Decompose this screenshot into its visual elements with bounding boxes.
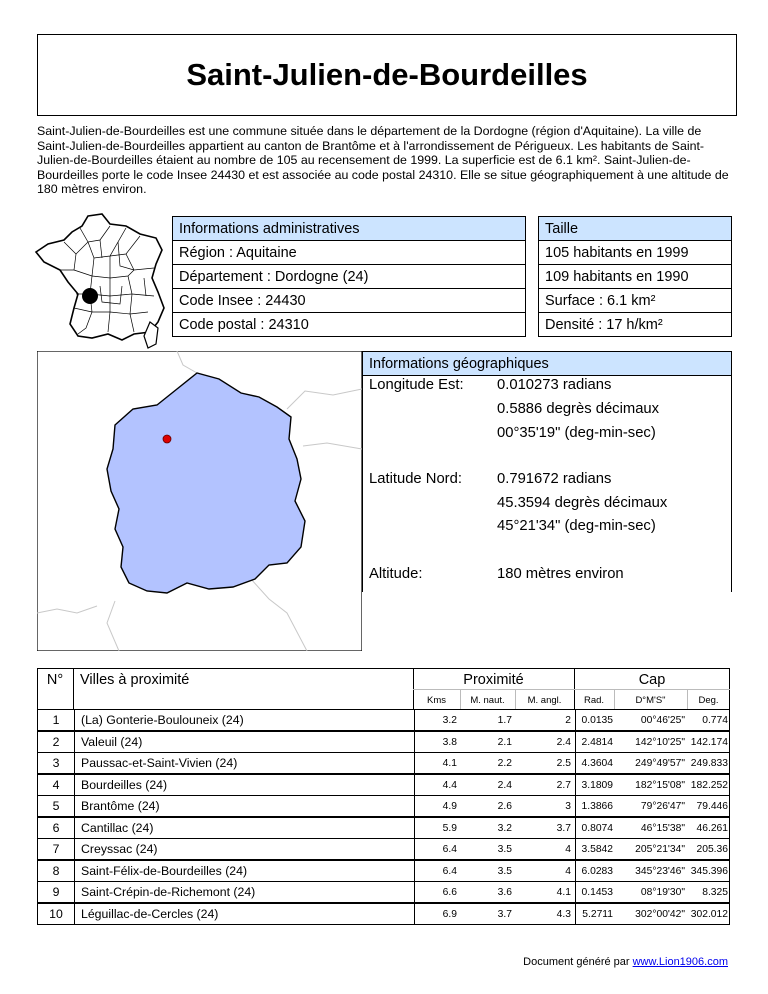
table-row bbox=[37, 860, 730, 882]
row-dms: 302°00'42" bbox=[635, 908, 685, 920]
row-dms: 182°15'08" bbox=[635, 779, 685, 791]
row-kms: 6.9 bbox=[442, 908, 457, 920]
row-number: 9 bbox=[52, 885, 60, 899]
longitude-decimal: 0.5886 degrès décimaux bbox=[497, 401, 660, 417]
altitude-label: Altitude: bbox=[369, 566, 423, 582]
table-row bbox=[37, 838, 730, 860]
row-naut: 3.6 bbox=[497, 886, 512, 898]
row-angl: 4 bbox=[565, 843, 571, 855]
row-deg: 8.325 bbox=[702, 886, 728, 898]
row-dms: 249°49'57" bbox=[635, 757, 685, 769]
table-row bbox=[37, 731, 730, 753]
altitude-value: 180 mètres environ bbox=[497, 566, 624, 582]
row-naut: 2.2 bbox=[497, 757, 512, 769]
subcol-naut: M. naut. bbox=[470, 694, 505, 706]
row-dms: 00°46'25" bbox=[640, 714, 685, 726]
departement-field: Département : Dordogne (24) bbox=[172, 264, 526, 289]
row-number: 3 bbox=[52, 756, 60, 770]
row-number: 6 bbox=[52, 821, 60, 835]
footer-prefix: Document généré par bbox=[523, 956, 633, 968]
row-naut: 3.2 bbox=[497, 822, 512, 834]
row-deg: 182.252 bbox=[690, 779, 728, 791]
row-kms: 6.4 bbox=[442, 865, 457, 877]
row-number: 4 bbox=[52, 778, 60, 792]
row-number: 8 bbox=[52, 864, 60, 878]
row-rad: 2.4814 bbox=[581, 736, 613, 748]
row-naut: 2.4 bbox=[497, 779, 512, 791]
france-map bbox=[30, 212, 170, 352]
row-deg: 79.446 bbox=[696, 800, 728, 812]
row-rad: 1.3866 bbox=[581, 800, 613, 812]
row-deg: 249.833 bbox=[690, 757, 728, 769]
row-number: 10 bbox=[49, 907, 63, 921]
longitude-label: Longitude Est: bbox=[369, 377, 464, 393]
row-ville: Valeuil (24) bbox=[81, 735, 143, 749]
col-ville-header: Villes à proximité bbox=[80, 672, 190, 688]
row-naut: 2.6 bbox=[497, 800, 512, 812]
row-rad: 3.5842 bbox=[581, 843, 613, 855]
table-row bbox=[37, 795, 730, 817]
row-ville: Creyssac (24) bbox=[81, 842, 158, 856]
row-number: 1 bbox=[52, 713, 60, 727]
departement-map bbox=[37, 351, 362, 651]
row-ville: (La) Gonterie-Boulouneix (24) bbox=[81, 713, 244, 727]
row-angl: 3 bbox=[565, 800, 571, 812]
latitude-decimal: 45.3594 degrès décimaux bbox=[497, 495, 668, 511]
row-naut: 1.7 bbox=[497, 714, 512, 726]
latitude-radians: 0.791672 radians bbox=[497, 471, 612, 487]
commune-marker bbox=[163, 435, 171, 443]
row-number: 2 bbox=[52, 735, 60, 749]
row-kms: 4.4 bbox=[442, 779, 457, 791]
row-deg: 205.36 bbox=[696, 843, 728, 855]
population-1999: 105 habitants en 1999 bbox=[538, 240, 732, 265]
table-row bbox=[37, 903, 730, 925]
row-dms: 345°23'46" bbox=[635, 865, 685, 877]
row-angl: 2.4 bbox=[556, 736, 571, 748]
row-angl: 4.1 bbox=[556, 886, 571, 898]
postal-field: Code postal : 24310 bbox=[172, 312, 526, 337]
table-row bbox=[37, 774, 730, 796]
densite-field: Densité : 17 h/km² bbox=[538, 312, 732, 337]
subcol-angl: M. angl. bbox=[527, 694, 562, 706]
col-num-header: N° bbox=[46, 672, 64, 688]
table-row bbox=[37, 881, 730, 903]
row-naut: 3.5 bbox=[497, 843, 512, 855]
row-rad: 3.1809 bbox=[581, 779, 613, 791]
row-angl: 4.3 bbox=[556, 908, 571, 920]
row-naut: 2.1 bbox=[497, 736, 512, 748]
subcol-deg: Deg. bbox=[698, 694, 719, 706]
region-field: Région : Aquitaine bbox=[172, 240, 526, 265]
row-naut: 3.7 bbox=[497, 908, 512, 920]
taille-header: Taille bbox=[538, 216, 732, 241]
row-rad: 5.2711 bbox=[582, 908, 613, 920]
row-number: 7 bbox=[52, 842, 60, 856]
row-ville: Brantôme (24) bbox=[81, 799, 160, 813]
row-rad: 0.1453 bbox=[581, 886, 613, 898]
subcol-kms: Kms bbox=[427, 694, 446, 706]
geo-header: Informations géographiques bbox=[362, 351, 732, 376]
row-kms: 4.9 bbox=[442, 800, 457, 812]
longitude-dms: 00°35'19" (deg-min-sec) bbox=[497, 425, 656, 441]
row-kms: 3.2 bbox=[442, 714, 457, 726]
row-ville: Paussac-et-Saint-Vivien (24) bbox=[81, 756, 238, 770]
row-rad: 0.0135 bbox=[581, 714, 613, 726]
row-angl: 2.7 bbox=[556, 779, 571, 791]
row-dms: 46°15'38" bbox=[640, 822, 685, 834]
row-angl: 3.7 bbox=[556, 822, 571, 834]
row-rad: 0.8074 bbox=[581, 822, 613, 834]
row-dms: 79°26'47" bbox=[640, 800, 685, 812]
footer-link[interactable]: www.Lion1906.com bbox=[632, 956, 728, 968]
subcol-dms: D°M'S" bbox=[635, 694, 666, 706]
row-ville: Léguillac-de-Cercles (24) bbox=[81, 907, 219, 921]
row-ville: Saint-Crépin-de-Richemont (24) bbox=[81, 885, 256, 899]
row-angl: 2.5 bbox=[556, 757, 571, 769]
row-number: 5 bbox=[52, 799, 60, 813]
row-naut: 3.5 bbox=[497, 865, 512, 877]
intro-paragraph: Saint-Julien-de-Bourdeilles est une commune située dans le département de la Dordogne (région d'Aquitaine). La ville de Saint-Julien-de-Bourdeilles appartient au canton de Brantôme et à l'arrondissement de Périgueux. Les habitants de Saint-Julien-de-Bourdeilles étaient au nombre de 105 au recensement de 1999. La superficie est de 6.1 km². Saint-Julien-de-Bourdeilles porte le code Insee 24430 et est associée au code postal 24310. Elle se situe géographiquement à une altitude de 180 mètres environ. bbox=[37, 124, 729, 197]
row-kms: 6.4 bbox=[442, 843, 457, 855]
row-rad: 4.3604 bbox=[581, 757, 613, 769]
row-deg: 46.261 bbox=[696, 822, 728, 834]
admin-header: Informations administratives bbox=[172, 216, 526, 241]
row-kms: 5.9 bbox=[442, 822, 457, 834]
surface-field: Surface : 6.1 km² bbox=[538, 288, 732, 313]
footer bbox=[523, 956, 728, 968]
latitude-dms: 45°21'34" (deg-min-sec) bbox=[497, 518, 656, 534]
row-deg: 302.012 bbox=[690, 908, 728, 920]
row-kms: 4.1 bbox=[442, 757, 457, 769]
row-deg: 0.774 bbox=[702, 714, 728, 726]
row-ville: Saint-Félix-de-Bourdeilles (24) bbox=[81, 864, 248, 878]
insee-field: Code Insee : 24430 bbox=[172, 288, 526, 313]
row-deg: 142.174 bbox=[690, 736, 728, 748]
table-row bbox=[37, 752, 730, 774]
row-dms: 08°19'30" bbox=[640, 886, 685, 898]
table-row bbox=[37, 817, 730, 839]
page-title: Saint-Julien-de-Bourdeilles bbox=[37, 34, 737, 116]
latitude-label: Latitude Nord: bbox=[369, 471, 462, 487]
col-cap-header: Cap bbox=[638, 672, 666, 688]
row-kms: 6.6 bbox=[442, 886, 457, 898]
table-row bbox=[37, 709, 730, 731]
row-angl: 4 bbox=[565, 865, 571, 877]
row-ville: Bourdeilles (24) bbox=[81, 778, 168, 792]
subcol-rad: Rad. bbox=[583, 694, 605, 706]
population-1990: 109 habitants en 1990 bbox=[538, 264, 732, 289]
row-deg: 345.396 bbox=[690, 865, 728, 877]
dordogne-marker bbox=[82, 288, 98, 304]
row-dms: 205°21'34" bbox=[635, 843, 685, 855]
longitude-radians: 0.010273 radians bbox=[497, 377, 612, 393]
row-ville: Cantillac (24) bbox=[81, 821, 154, 835]
row-dms: 142°10'25" bbox=[635, 736, 685, 748]
row-angl: 2 bbox=[565, 714, 571, 726]
row-rad: 6.0283 bbox=[581, 865, 613, 877]
row-kms: 3.8 bbox=[442, 736, 457, 748]
col-proximite-header: Proximité bbox=[463, 672, 524, 688]
